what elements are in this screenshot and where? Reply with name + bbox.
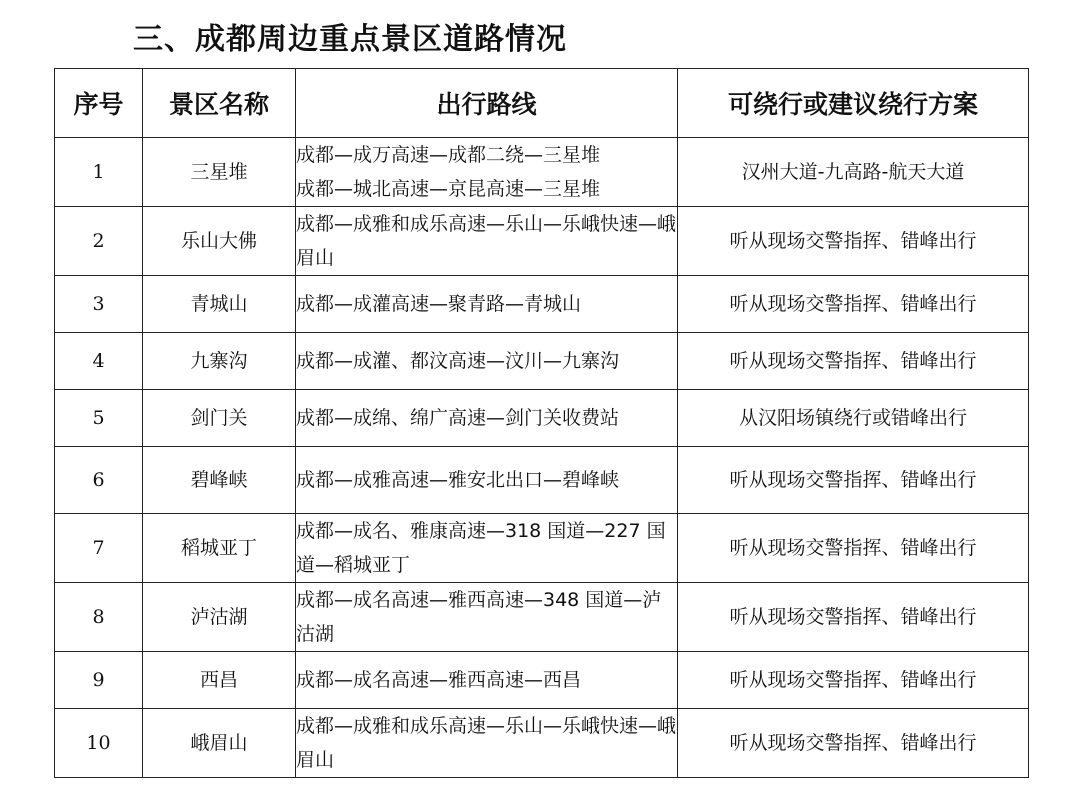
row-number: 8 [55,583,143,652]
row-number: 2 [55,207,143,276]
table-row [55,333,1029,390]
route-cell: 成都—成灌、都汶高速—汶川—九寨沟 [296,333,678,390]
header-route: 出行路线 [296,69,678,138]
route-cell: 成都—成雅和成乐高速—乐山—乐峨快速—峨眉山 [296,709,678,778]
scenic-name: 青城山 [143,276,296,333]
table-row [55,583,1029,652]
page-title: 三、成都周边重点景区道路情况 [133,22,567,57]
route-line: 成都—成万高速—成都二绕—三星堆 [296,144,601,166]
detour-plan: 听从现场交警指挥、错峰出行 [678,514,1029,583]
row-number: 3 [55,276,143,333]
table-row [55,652,1029,709]
header-no: 序号 [55,69,143,138]
route-cell: 成都—成名高速—雅西高速—西昌 [296,652,678,709]
route-cell: 成都—成名、雅康高速—318 国道—227 国道—稻城亚丁 [296,514,678,583]
route-line: 成都—城北高速—京昆高速—三星堆 [296,178,601,200]
scenic-name: 西昌 [143,652,296,709]
route-cell: 成都—成灌高速—聚青路—青城山 [296,276,678,333]
route-cell: 成都—成名高速—雅西高速—348 国道—泸沽湖 [296,583,678,652]
scenic-name: 峨眉山 [143,709,296,778]
row-number: 9 [55,652,143,709]
scenic-name: 乐山大佛 [143,207,296,276]
detour-plan: 听从现场交警指挥、错峰出行 [678,709,1029,778]
detour-plan: 听从现场交警指挥、错峰出行 [678,333,1029,390]
table-row [55,709,1029,778]
detour-plan: 听从现场交警指挥、错峰出行 [678,652,1029,709]
scenic-name: 泸沽湖 [143,583,296,652]
scenic-name: 九寨沟 [143,333,296,390]
detour-plan: 听从现场交警指挥、错峰出行 [678,447,1029,514]
detour-plan: 汉州大道-九高路-航天大道 [678,138,1029,207]
table-header-row [55,69,1029,138]
detour-plan: 听从现场交警指挥、错峰出行 [678,583,1029,652]
route-cell: 成都—成雅高速—雅安北出口—碧峰峡 [296,447,678,514]
header-detour-plan: 可绕行或建议绕行方案 [678,69,1029,138]
route-cell: 成都—成雅和成乐高速—乐山—乐峨快速—峨眉山 [296,207,678,276]
table-row [55,514,1029,583]
table-row [55,276,1029,333]
scenic-name: 碧峰峡 [143,447,296,514]
table-row [55,138,1029,207]
detour-plan: 听从现场交警指挥、错峰出行 [678,276,1029,333]
header-scenic-name: 景区名称 [143,69,296,138]
table-row [55,390,1029,447]
detour-plan: 从汉阳场镇绕行或错峰出行 [678,390,1029,447]
scenic-name: 三星堆 [143,138,296,207]
row-number: 7 [55,514,143,583]
detour-plan: 听从现场交警指挥、错峰出行 [678,207,1029,276]
row-number: 10 [55,709,143,778]
table-row [55,447,1029,514]
scenic-route-table [54,68,1029,778]
row-number: 6 [55,447,143,514]
row-number: 1 [55,138,143,207]
scenic-name: 稻城亚丁 [143,514,296,583]
scenic-name: 剑门关 [143,390,296,447]
table-row [55,207,1029,276]
row-number: 5 [55,390,143,447]
route-cell: 成都—成绵、绵广高速—剑门关收费站 [296,390,678,447]
row-number: 4 [55,333,143,390]
route-cell [296,138,678,207]
